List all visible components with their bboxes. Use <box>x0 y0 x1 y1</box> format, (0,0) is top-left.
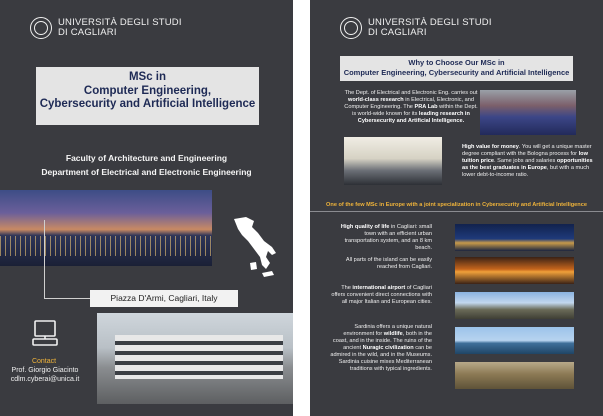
university-name-line1: UNIVERSITÀ DEGLI STUDI <box>368 17 492 28</box>
text-run: , but with a much lower debt-to-income ratio. <box>462 165 590 178</box>
italy-map-icon <box>228 215 280 281</box>
text-run: PRA Lab <box>414 104 438 110</box>
cagliari-skyline-photo <box>0 190 212 266</box>
contact-heading: Contact <box>31 358 57 365</box>
text-run: in Electrical, Electronic, and Computer Engineering. The <box>344 97 474 110</box>
text-run: . Same jobs and salaries <box>494 158 557 164</box>
text-run: Nuragic civilization <box>362 345 414 351</box>
program-title-line2: Computer Engineering, <box>83 84 212 97</box>
text-run: low tuition price <box>462 151 588 164</box>
text-run: within the Dept. is world-wide known for its <box>352 104 478 117</box>
text-run: leading research in Cybersecurity and Artificial Intelligence. <box>357 111 470 124</box>
sunset-photo <box>455 257 574 284</box>
lecture-hall-photo <box>480 90 576 135</box>
text-run: can be admired in the wild, and in the Museums. Sardinia cuisine mixes Mediterranean traditions with typical ingredients. <box>330 345 432 372</box>
brochure-front-page <box>0 0 293 416</box>
program-title-line1: MSc in <box>128 71 167 83</box>
why-choose-title <box>340 56 573 81</box>
computer-icon <box>30 318 60 348</box>
campus-location-label: Piazza D'Armi, Cagliari, Italy <box>90 290 238 307</box>
text-run: All parts of the island can be easily reached from Cagliari. <box>345 257 432 270</box>
text-run: world-class research <box>348 97 404 103</box>
computer-lab-photo <box>344 137 442 185</box>
contact-name: Prof. Giorgio Giacinto <box>11 367 79 374</box>
divider <box>310 211 603 212</box>
text-run: opportunities as the best graduates in Europe <box>462 158 593 171</box>
text-run: High value for money <box>462 144 519 150</box>
text-run: in Cagliari: small town with an efficient urban transportation system, and an 8 km beach. <box>344 224 432 251</box>
coastline-photo <box>455 327 574 354</box>
research-paragraph <box>344 90 478 125</box>
faculty-name: Faculty of Architecture and Engineering <box>65 153 228 163</box>
text-run: The <box>341 285 353 291</box>
text-run: Sardinia offers a unique natural environment for <box>343 324 432 337</box>
nuraghe-ruins-photo <box>455 362 574 389</box>
city-panorama-photo <box>455 292 574 319</box>
beach-night-photo <box>455 224 574 251</box>
university-seal-icon <box>340 17 362 39</box>
text-run: The Dept. of Electrical and Electronic Eng. carries out <box>344 90 478 96</box>
text-run: of Cagliari offers convenient direct connections with all major Italian and European cities. <box>331 285 432 305</box>
island-access-paragraph <box>330 257 432 271</box>
text-run: wildlife <box>383 331 403 337</box>
quality-of-life-paragraph <box>330 224 432 252</box>
why-choose-title-line2: Computer Engineering, Cybersecurity and Artificial Intelligence <box>343 68 570 77</box>
airport-paragraph <box>330 285 432 306</box>
university-name <box>368 18 492 38</box>
text-run: . You will get a unique master degree compliant with the Bologna process for <box>462 144 592 157</box>
campus-building-photo <box>97 313 293 404</box>
brochure-info-page <box>310 0 603 416</box>
university-header <box>30 17 182 39</box>
contact-email-link[interactable]: cdlm.cyberai@unica.it <box>10 376 80 383</box>
university-name <box>58 18 182 38</box>
nature-paragraph <box>330 324 432 373</box>
university-name-line2: DI CAGLIARI <box>58 27 117 38</box>
university-seal-icon <box>30 17 52 39</box>
text-run: , both in the coast, and in the inside. The ruins of the ancient <box>332 331 432 351</box>
why-choose-title-line1: Why to Choose Our MSc in <box>408 58 505 67</box>
specialization-banner: One of the few MSc in Europe with a joint specialization in Cybersecurity and Artificial Intelligence <box>310 200 603 210</box>
university-name-line1: UNIVERSITÀ DEGLI STUDI <box>58 17 182 28</box>
connector-line <box>44 220 45 298</box>
program-title <box>36 67 259 125</box>
text-run: international airport <box>352 285 406 291</box>
value-paragraph <box>462 144 596 179</box>
university-header <box>340 17 492 39</box>
department-name: Department of Electrical and Electronic Engineering <box>41 167 252 177</box>
text-run: High quality of life <box>340 224 390 230</box>
program-title-line3: Cybersecurity and Artificial Intelligence <box>39 98 256 110</box>
connector-line <box>44 298 90 299</box>
university-name-line2: DI CAGLIARI <box>368 27 427 38</box>
